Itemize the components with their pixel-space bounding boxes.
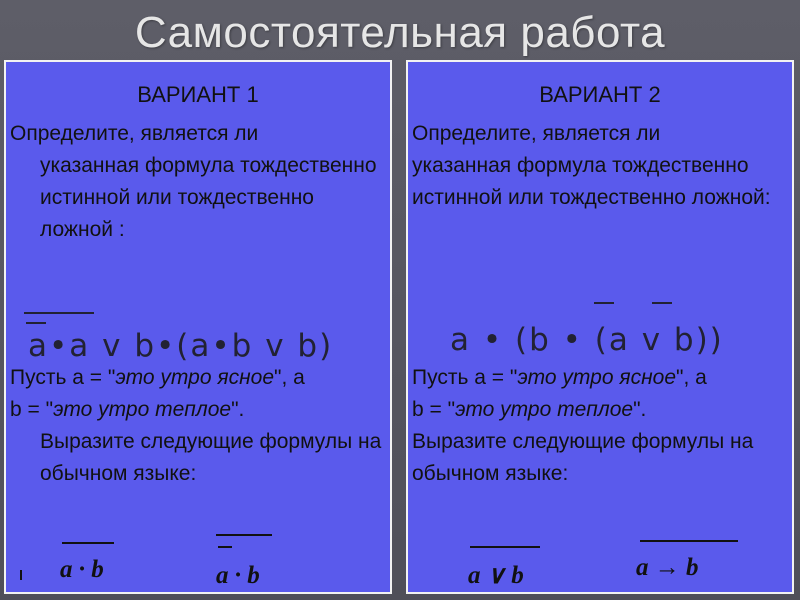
variant-heading: ВАРИАНТ 1 [137, 82, 259, 107]
formula-overline [24, 312, 94, 314]
task-first-line: Определите, является ли [412, 122, 661, 145]
expression-overline [218, 546, 232, 548]
slide-title: Самостоятельная работа [134, 8, 666, 57]
task-rest: указанная формула тождественно истинной или тождественно ложной: [412, 154, 771, 209]
expression-overline [62, 542, 114, 544]
formula [22, 310, 362, 364]
expression-overline [470, 546, 540, 548]
task-first-line: Определите, является ли [10, 122, 259, 145]
b-meaning: это утро теплое [53, 398, 232, 421]
suppose-text: Пусть a = "это утро ясное", а b = "это утро теплое". Выразите следующие формулы на обычном языке: [412, 362, 792, 490]
suppose-text: Пусть a = "это утро ясное", а b = "это утро теплое". Выразите следующие формулы на обычном языке: [10, 362, 390, 490]
formula-text: a•a v b•(a•b v b) [28, 328, 334, 364]
task-rest: указанная формула тождественно истинной или тождественно ложной : [40, 154, 377, 241]
variant-2-panel [406, 60, 794, 594]
b-meaning: это утро теплое [455, 398, 634, 421]
expression-1: a · b [60, 556, 104, 583]
expression-1: a ∨ b [468, 562, 524, 589]
variant-heading: ВАРИАНТ 2 [539, 82, 661, 107]
a-meaning: это утро ясное [115, 366, 275, 389]
instruction-text: Выразите следующие формулы на обычном языке: [412, 430, 754, 485]
expression-overline [640, 540, 738, 542]
formula-text: a • (b • (a v b)) [450, 322, 724, 358]
a-meaning: это утро ясное [517, 366, 677, 389]
tick-mark [20, 570, 22, 580]
formula-overline [594, 302, 614, 304]
formula-overline [26, 322, 46, 324]
expression-overline [216, 534, 272, 536]
variant-1-panel [4, 60, 392, 594]
task-text [10, 118, 388, 246]
formula-overline [652, 302, 672, 304]
task-text [412, 118, 790, 214]
expression-2: a → b [636, 554, 699, 581]
expression-2: a · b [216, 562, 260, 589]
formula [444, 300, 724, 358]
instruction-text: Выразите следующие формулы на обычном языке: [40, 430, 382, 485]
